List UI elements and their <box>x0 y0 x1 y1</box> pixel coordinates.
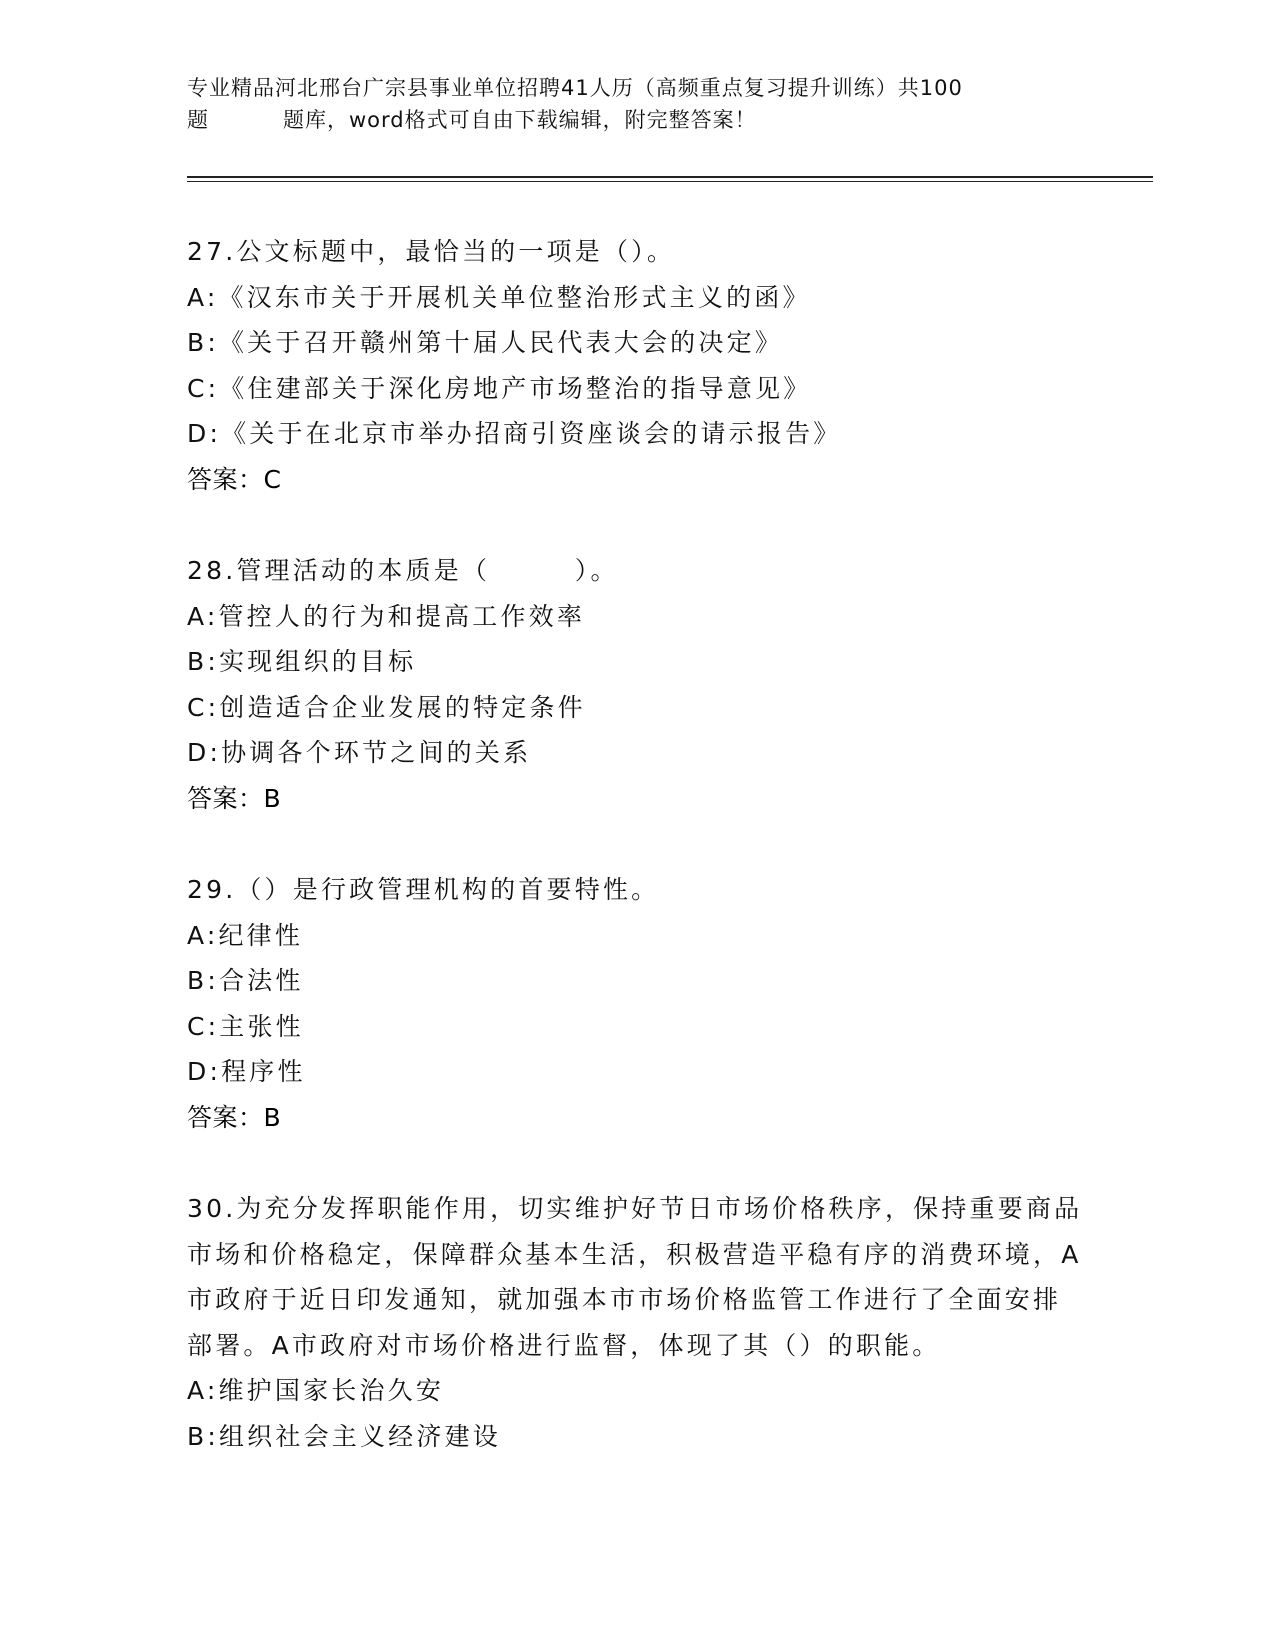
option-d: D:协调各个环节之间的关系 <box>187 738 532 767</box>
option-b: B:组织社会主义经济建设 <box>187 1421 501 1451</box>
option-d: D:《关于在北京市举办招商引资座谈会的请示报告》 <box>187 419 842 448</box>
header-divider-thick <box>187 176 1153 178</box>
question-stem: 27.公文标题中，最恰当的一项是（）。 <box>187 237 676 266</box>
option-a: A:纪律性 <box>187 920 304 950</box>
header-title-line-2 <box>187 104 1087 136</box>
answer: 答案：C <box>187 464 282 494</box>
question-stem: 30.为充分发挥职能作用，切实维护好节日市场价格秩序，保持重要商品市场和价格稳定，保障群众基本生活，积极营造平稳有序的消费环境，A市政府于近日印发通知，就加强本市市场价格监管工作进行了全面安排部署。A市政府对市场价格进行监督，体现了其（）的职能。 <box>187 1194 1083 1360</box>
question-27 <box>187 229 1087 502</box>
option-c: C:创造适合企业发展的特定条件 <box>187 692 586 722</box>
answer: 答案：B <box>187 783 282 813</box>
header-line-2-left: 题 <box>187 108 209 132</box>
question-stem: 28.管理活动的本质是（ ）。 <box>187 556 619 585</box>
option-a: A:管控人的行为和提高工作效率 <box>187 601 586 631</box>
option-a: A:《汉东市关于开展机关单位整治形式主义的函》 <box>187 282 811 312</box>
question-28 <box>187 548 1087 821</box>
header-title-line-1: 专业精品河北邢台广宗县事业单位招聘41人历（高频重点复习提升训练）共100 <box>187 76 963 100</box>
option-b: B:实现组织的目标 <box>187 647 417 676</box>
question-30 <box>187 1186 1087 1459</box>
option-d: D:程序性 <box>187 1057 306 1086</box>
option-b: B:合法性 <box>187 966 304 995</box>
header-divider-thin <box>187 181 1153 182</box>
option-a: A:维护国家长治久安 <box>187 1376 445 1405</box>
question-stem: 29.（）是行政管理机构的首要特性。 <box>187 875 660 904</box>
option-c: C:主张性 <box>187 1011 304 1041</box>
header-line-2-right: 题库，word格式可自由下载编辑，附完整答案！ <box>283 108 757 132</box>
option-b: B:《关于召开赣州第十届人民代表大会的决定》 <box>187 328 783 357</box>
question-list <box>187 229 1087 1505</box>
question-29 <box>187 867 1087 1140</box>
option-c: C:《住建部关于深化房地产市场整治的指导意见》 <box>187 373 812 403</box>
answer: 答案：B <box>187 1102 282 1132</box>
page-header <box>187 72 1087 136</box>
